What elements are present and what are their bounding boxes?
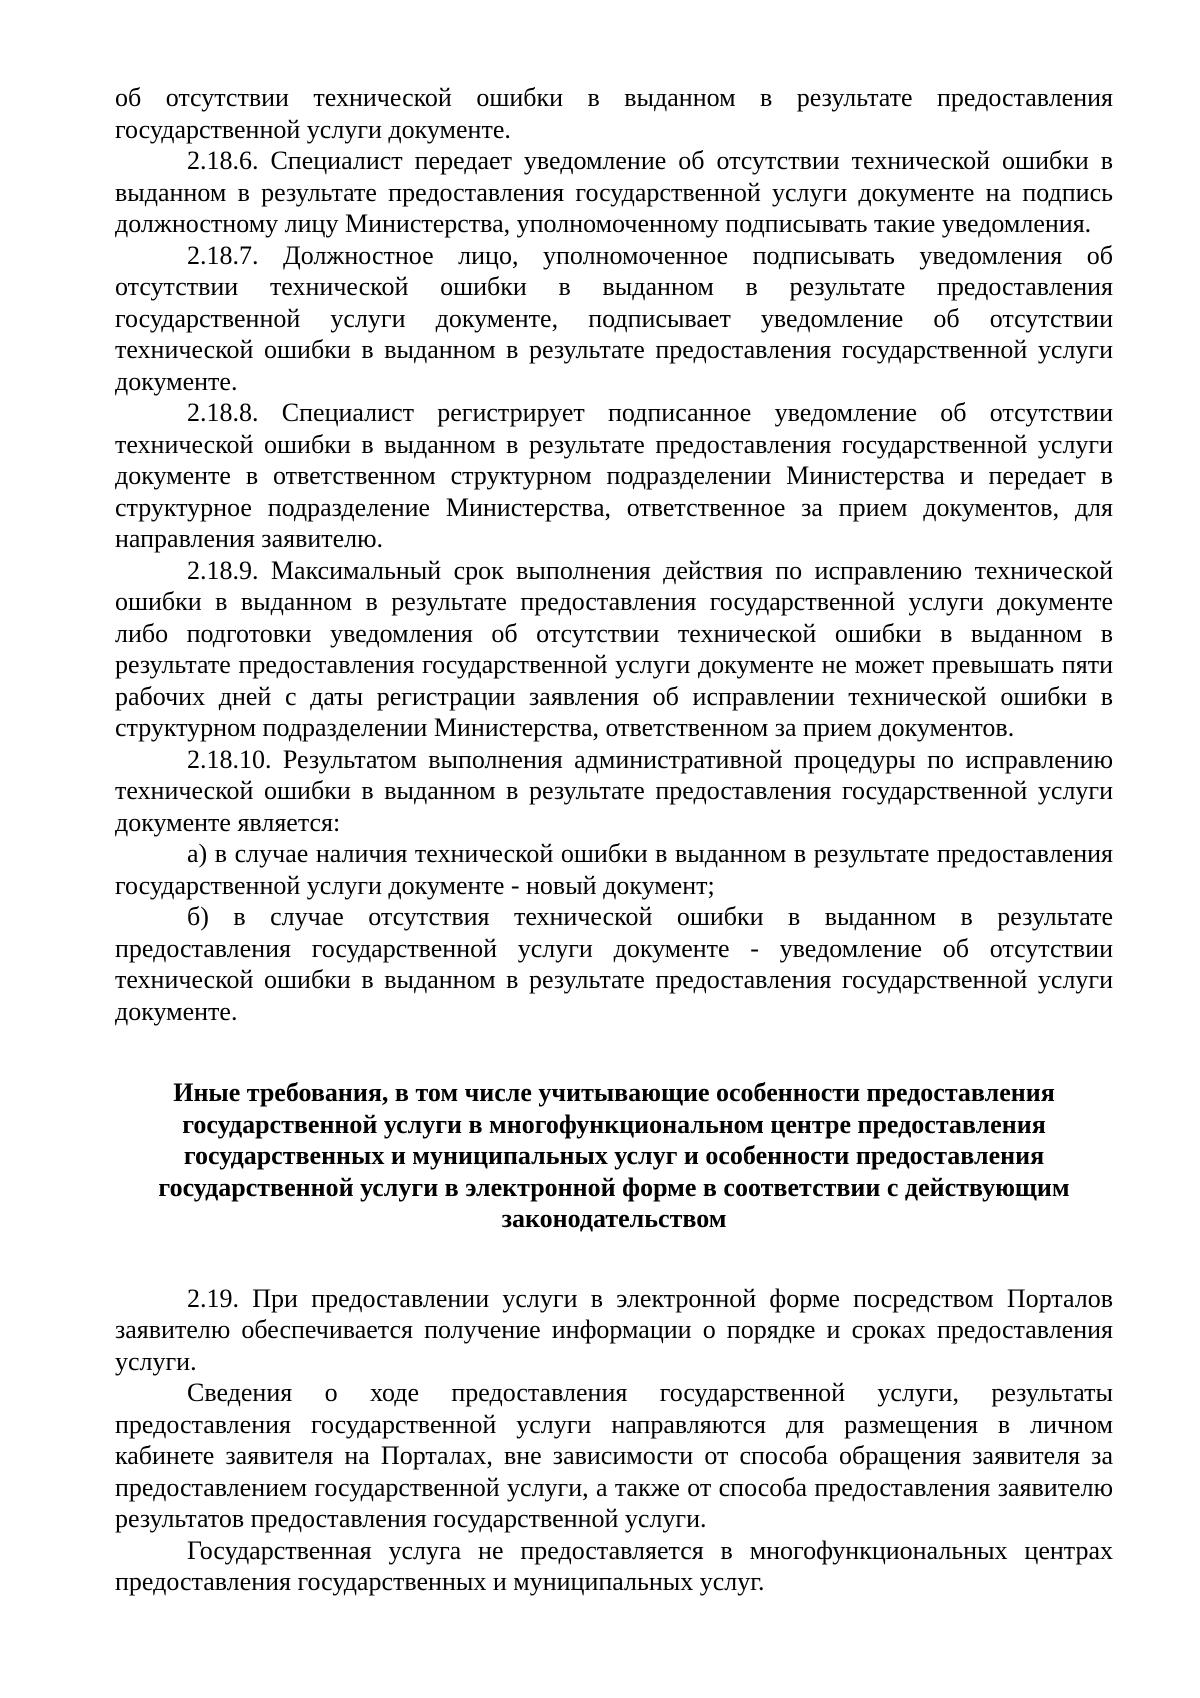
- paragraph-2-18-6: 2.18.6. Специалист передает уведомление об отсутствии технической ошибки в выданном в результате предоставления государственной услуги документе на подпись должностному лицу Министерства, уполномоченному подписывать такие уведомления.: [115, 146, 1113, 238]
- paragraph-item-b: б) в случае отсутствия технической ошибки в выданном в результате предоставления государственной услуги документе - уведомление об отсутствии технической ошибки в выданном в результате предоставления государственной услуги документе.: [115, 902, 1113, 1026]
- paragraph-2-18-7: 2.18.7. Должностное лицо, уполномоченное подписывать уведомления об отсутствии технической ошибки в выданном в результате предоставления государственной услуги документе, подписывает уведомление об отсутствии технической ошибки в выданном в результате предоставления государственной услуги документе.: [115, 240, 1113, 396]
- paragraph-2-18-8: 2.18.8. Специалист регистрирует подписанное уведомление об отсутствии технической ошибки в выданном в результате предоставления государственной услуги документе в ответственном структурном подразделении Министерства и передает в структурное подразделение Министерства, ответственное за прием документов, для направления заявителю.: [115, 398, 1113, 553]
- paragraph-2-18-9: 2.18.9. Максимальный срок выполнения действия по исправлению технической ошибки в выданном в результате предоставления государственной услуги документе либо подготовки уведомления об отсутствии технической ошибки в выданном в результате предоставления государственной услуги документе не может превышать пяти рабочих дней с даты регистрации заявления об исправлении технической ошибки в структурном подразделении Министерства, ответственном за прием документов.: [115, 555, 1113, 742]
- section-heading-line: законодательством: [501, 1204, 727, 1233]
- section-heading-line: государственной услуги в электронной форме в соответствии с действующим: [158, 1172, 1070, 1202]
- paragraph-2-18-10: 2.18.10. Результатом выполнения административной процедуры по исправлению технической ошибки в выданном в результате предоставления государственной услуги документе является:: [115, 744, 1113, 837]
- section-heading: [115, 1077, 1113, 1235]
- paragraph-2-19: 2.19. При предоставлении услуги в электронной форме посредством Порталов заявителю обеспечивается получение информации о порядке и сроках предоставления услуги.: [115, 1283, 1113, 1376]
- paragraph-item-a: а) в случае наличия технической ошибки в выданном в результате предоставления государственной услуги документе - новый документ;: [115, 839, 1113, 900]
- document-page: [115, 82, 1113, 1598]
- section-heading-line: государственных и муниципальных услуг и особенности предоставления: [183, 1141, 1045, 1170]
- section-heading-line: государственной услуги в многофункциональном центре предоставления: [182, 1109, 1046, 1139]
- section-heading-line: Иные требования, в том числе учитывающие особенности предоставления: [173, 1078, 1055, 1107]
- paragraph-mfc-note: Государственная услуга не предоставляется в многофункциональных центрах предоставления государственных и муниципальных услуг.: [115, 1535, 1113, 1596]
- paragraph-progress-info: Сведения о ходе предоставления государственной услуги, результаты предоставления государственной услуги направляются для размещения в личном кабинете заявителя на Порталах, вне зависимости от способа обращения заявителя за предоставлением государственной услуги, а также от способа предоставления заявителю результатов предоставления государственной услуги.: [115, 1378, 1113, 1533]
- paragraph-continuation: об отсутствии технической ошибки в выданном в результате предоставления государственной услуги документе.: [115, 83, 1113, 144]
